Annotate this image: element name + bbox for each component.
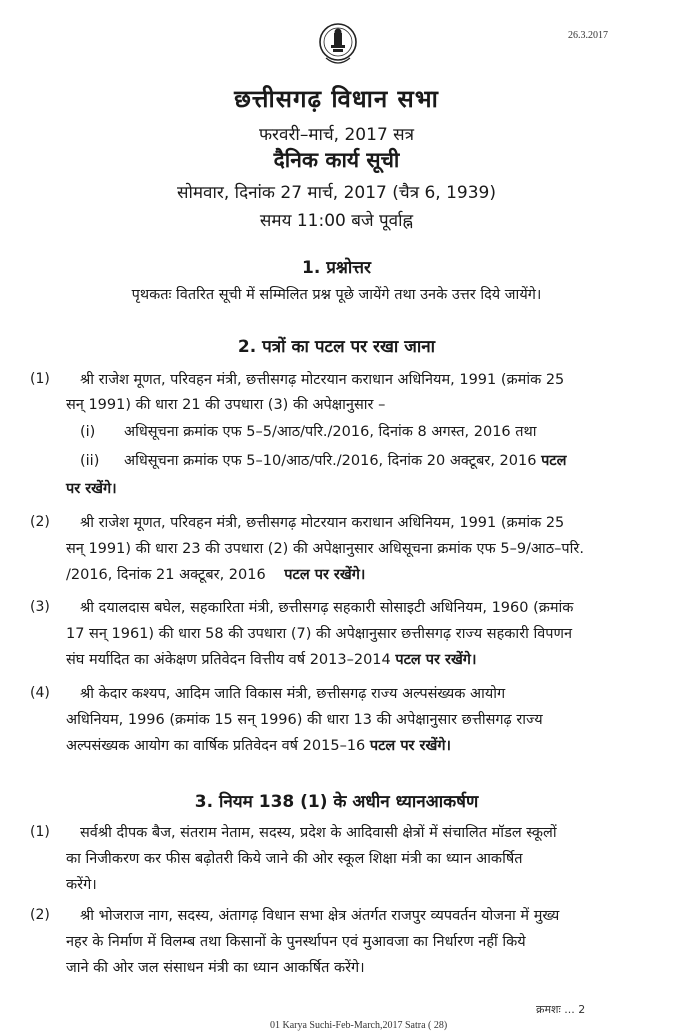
item-line: 17 सन् 1961) की धारा 58 की उपधारा (7) की अपेक्षानुसार छत्तीसगढ़ राज्य सहकारी विपणन [66, 626, 573, 642]
subitem-text-bold: पटल [541, 453, 567, 469]
item-number: (1) [30, 371, 50, 387]
item-line-bold: पटल पर रखेंगे। [395, 652, 477, 668]
item-line [66, 648, 476, 673]
section-2-heading: 2. पत्रों का पटल पर रखा जाना [237, 337, 436, 357]
item-number: (2) [30, 907, 50, 923]
item-line: सन् 1991) की धारा 21 की उपधारा (3) की अपेक्षानुसार – [66, 397, 386, 413]
item-line-bold: पटल पर रखेंगे। [284, 567, 366, 583]
item-line-body: अल्पसंख्यक आयोग का वार्षिक प्रतिवेदन वर्ष 2015–16 [66, 738, 366, 754]
session-label: फरवरी–मार्च, 2017 सत्र [258, 125, 415, 145]
item-line: श्री राजेश मूणत, परिवहन मंत्री, छत्तीसगढ़ मोटरयान कराधान अधिनियम, 1991 (क्रमांक 25 [80, 515, 565, 531]
continuation-note: क्रमशः ... 2 [536, 1003, 586, 1016]
item-line [66, 734, 451, 759]
national-emblem-icon [318, 22, 358, 68]
subitem-number: (ii) [80, 453, 100, 469]
item-number: (1) [30, 824, 50, 840]
subitem-text [124, 449, 566, 474]
item-number: (3) [30, 599, 50, 615]
item-number: (2) [30, 514, 50, 530]
item-number: (4) [30, 685, 50, 701]
item-line: श्री केदार कश्यप, आदिम जाति विकास मंत्री, छत्तीसगढ़ राज्य अल्पसंख्यक आयोग [80, 686, 506, 702]
item-line-bold: पटल पर रखेंगे। [369, 738, 451, 754]
file-name: 01 Karya Suchi-Feb-March,2017 Satra ( 28) [270, 1020, 448, 1031]
item-line: सन् 1991) की धारा 23 की उपधारा (2) की अपेक्षानुसार अधिसूचना क्रमांक एफ 5–9/आठ–परि. [66, 541, 584, 557]
item-line-body: /2016, दिनांक 21 अक्टूबर, 2016 [66, 567, 266, 583]
item-line: सर्वश्री दीपक बैज, संतराम नेताम, सदस्य, प्रदेश के आदिवासी क्षेत्रों में संचालित मॉडल स्कूलों [80, 825, 557, 841]
item-line [66, 563, 365, 588]
item-line: करेंगे। [66, 877, 97, 893]
subitem-text-cont: पर रखेंगे। [66, 481, 117, 497]
subitem-number: (i) [80, 424, 96, 440]
item-line: अधिनियम, 1996 (क्रमांक 15 सन् 1996) की धारा 13 की अपेक्षानुसार छत्तीसगढ़ राज्य [66, 712, 543, 728]
item-line: श्री राजेश मूणत, परिवहन मंत्री, छत्तीसगढ़ मोटरयान कराधान अधिनियम, 1991 (क्रमांक 25 [80, 372, 565, 388]
item-line-body: संघ मर्यादित का अंकेक्षण प्रतिवेदन वित्तीय वर्ष 2013–2014 [66, 652, 391, 668]
agenda-time: समय 11:00 बजे पूर्वाह्न [259, 211, 414, 231]
item-line: श्री भोजराज नाग, सदस्य, अंतागढ़ विधान सभा क्षेत्र अंतर्गत राजपुर व्यपवर्तन योजना में मुख्य [80, 908, 560, 924]
item-line: जाने की ओर जल संसाधन मंत्री का ध्यान आकर्षित करेंगे। [66, 960, 365, 976]
section-1-heading: 1. प्रश्नोत्तर [302, 258, 371, 278]
section-1-text: पृथकतः वितरित सूची में सम्मिलित प्रश्न पूछे जायेंगे तथा उनके उत्तर दिये जायेंगे। [131, 287, 542, 303]
date-stamp: 26.3.2017 [568, 30, 608, 41]
item-line: का निजीकरण कर फीस बढ़ोतरी किये जाने की ओर स्कूल शिक्षा मंत्री का ध्यान आकर्षित [66, 851, 523, 867]
assembly-title: छत्तीसगढ़ विधान सभा [234, 85, 439, 113]
agenda-date: सोमवार, दिनांक 27 मार्च, 2017 (चैत्र 6, 1939) [176, 183, 496, 203]
section-3-heading: 3. नियम 138 (1) के अधीन ध्यानआकर्षण [194, 792, 479, 812]
item-line: नहर के निर्माण में विलम्ब तथा किसानों के पुनर्स्थापन एवं मुआवजा का निर्धारण नहीं किये [66, 934, 526, 950]
subitem-text-body: अधिसूचना क्रमांक एफ 5–10/आठ/परि./2016, दिनांक 20 अक्टूबर, 2016 [124, 453, 537, 469]
item-line: श्री दयालदास बघेल, सहकारिता मंत्री, छत्तीसगढ़ सहकारी सोसाइटी अधिनियम, 1960 (क्रमांक [80, 600, 574, 616]
subitem-text: अधिसूचना क्रमांक एफ 5–5/आठ/परि./2016, दिनांक 8 अगस्त, 2016 तथा [124, 424, 537, 440]
agenda-title: दैनिक कार्य सूची [273, 148, 400, 172]
